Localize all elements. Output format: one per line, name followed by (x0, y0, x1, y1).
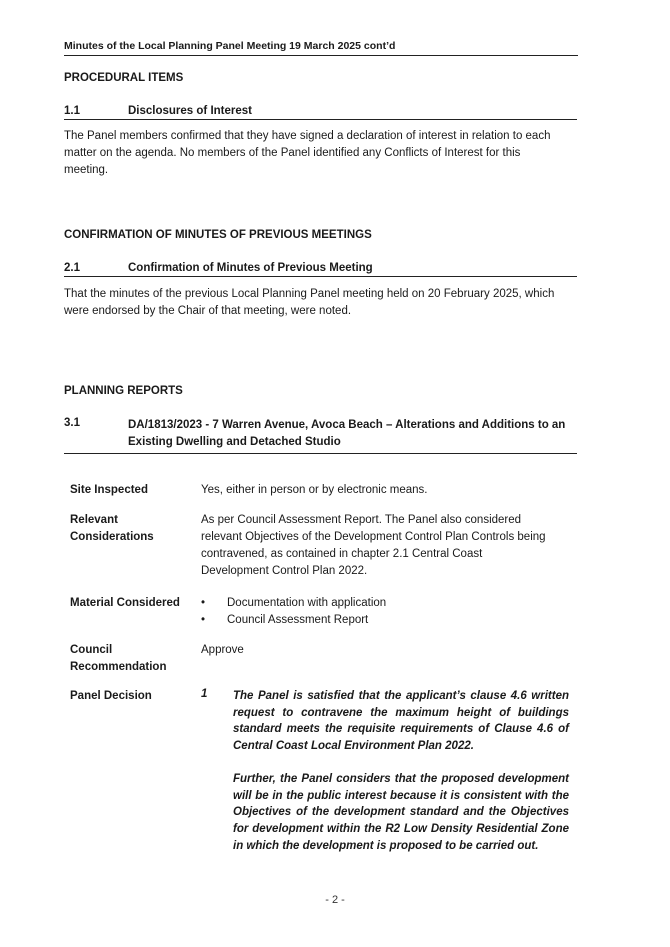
item-title: DA/1813/2023 - 7 Warren Avenue, Avoca Beach – Alterations and Additions to an Existing Dwelling and Detached Studio (128, 419, 566, 448)
item-heading-2-1 (64, 262, 577, 277)
bullet-text: Documentation with application (227, 597, 387, 609)
item-number: 3.1 (64, 417, 80, 429)
label-site-inspected: Site Inspected (70, 484, 148, 496)
section-heading-planning: PLANNING REPORTS (64, 385, 183, 397)
disclosures-paragraph: The Panel members confirmed that they have signed a declaration of interest in relation to each matter on the agenda. No members of the Panel identified any Conflicts of Interest for this meeting. (64, 130, 551, 176)
item-title: Confirmation of Minutes of Previous Meeting (128, 262, 373, 274)
item-title: Disclosures of Interest (128, 105, 252, 117)
item-number: 2.1 (64, 262, 80, 274)
running-header: Minutes of the Local Planning Panel Meeting 19 March 2025 cont’d (64, 40, 578, 56)
label-council-recommendation: Council Recommendation (70, 644, 167, 673)
bullet-icon: • (201, 614, 206, 626)
list-item (201, 595, 576, 612)
bullet-text: Council Assessment Report (227, 614, 369, 626)
label-material-considered: Material Considered (70, 597, 180, 609)
label-panel-decision: Panel Decision (70, 690, 152, 702)
item-number: 1.1 (64, 105, 80, 117)
confirmation-paragraph: That the minutes of the previous Local Planning Panel meeting held on 20 February 2025, which were endorsed by the Chair of that meeting, were noted. (64, 288, 555, 317)
label-relevant-considerations: Relevant Considerations (70, 514, 154, 543)
item-heading-1-1 (64, 105, 577, 120)
material-bullet-list (201, 595, 576, 629)
value-council-recommendation: Approve (201, 644, 244, 656)
value-relevant-considerations: As per Council Assessment Report. The Panel also considered relevant Objectives of the Development Control Plan Controls being contravened, as contained in chapter 2.1 Central Coast Development Control Plan 2022. (201, 514, 546, 577)
section-heading-confirmation: CONFIRMATION OF MINUTES OF PREVIOUS MEETINGS (64, 229, 372, 241)
decision-number: 1 (201, 688, 208, 700)
bullet-icon: • (201, 597, 206, 609)
list-item (201, 612, 576, 629)
page-number: - 2 - (325, 894, 345, 906)
decision-paragraph-2: Further, the Panel considers that the proposed development will be in the public interest because it is consistent with the Objectives of the development standard and the Objectives for development within the R2 Low Density Residential Zone in which the development is proposed to be carried out. (233, 773, 569, 852)
value-site-inspected: Yes, either in person or by electronic means. (201, 484, 428, 496)
item-heading-3-1 (64, 417, 577, 454)
section-heading-procedural: PROCEDURAL ITEMS (64, 72, 184, 84)
decision-paragraph-1: The Panel is satisfied that the applicant’s clause 4.6 written request to contravene the maximum height of buildings standard meets the requisite requirements of Clause 4.6 of Central Coast Local Environment Plan 2022. (233, 690, 569, 753)
